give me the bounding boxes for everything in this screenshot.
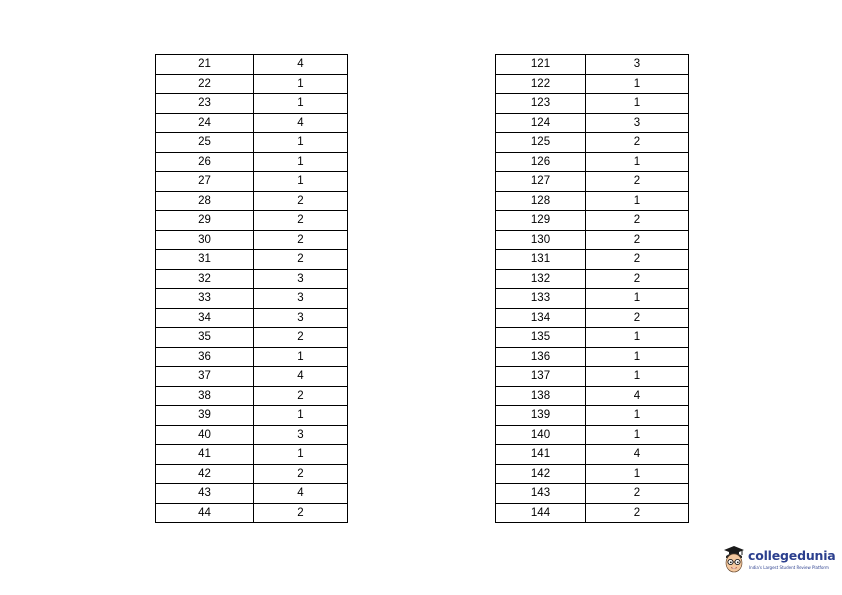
question-number-cell: 136: [496, 347, 586, 367]
question-number-cell: 22: [156, 74, 254, 94]
question-number-cell: 39: [156, 406, 254, 426]
answer-option-cell: 1: [254, 74, 348, 94]
question-number-cell: 26: [156, 152, 254, 172]
question-number-cell: 135: [496, 328, 586, 348]
answer-option-cell: 1: [586, 74, 689, 94]
table-row: [496, 445, 689, 465]
answer-option-cell: 1: [254, 347, 348, 367]
question-number-cell: 25: [156, 133, 254, 153]
question-number-cell: 40: [156, 425, 254, 445]
table-row: [156, 367, 348, 387]
question-number-cell: 128: [496, 191, 586, 211]
table-row: [496, 250, 689, 270]
question-number-cell: 123: [496, 94, 586, 114]
question-number-cell: 138: [496, 386, 586, 406]
question-number-cell: 131: [496, 250, 586, 270]
table-row: [156, 289, 348, 309]
question-number-cell: 34: [156, 308, 254, 328]
question-number-cell: 29: [156, 211, 254, 231]
question-number-cell: 124: [496, 113, 586, 133]
answer-option-cell: 1: [254, 406, 348, 426]
table-row: [156, 386, 348, 406]
question-number-cell: 27: [156, 172, 254, 192]
table-row: [496, 172, 689, 192]
table-row: [156, 328, 348, 348]
answer-option-cell: 2: [586, 269, 689, 289]
table-row: [496, 464, 689, 484]
answer-option-cell: 2: [254, 503, 348, 523]
table-row: [156, 503, 348, 523]
collegedunia-logo: [721, 543, 836, 577]
table-row: [496, 406, 689, 426]
table-row: [156, 113, 348, 133]
question-number-cell: 137: [496, 367, 586, 387]
table-row: [156, 230, 348, 250]
question-number-cell: 129: [496, 211, 586, 231]
table-row: [496, 269, 689, 289]
table-row: [496, 367, 689, 387]
question-number-cell: 140: [496, 425, 586, 445]
question-number-cell: 126: [496, 152, 586, 172]
question-number-cell: 133: [496, 289, 586, 309]
answer-option-cell: 3: [254, 308, 348, 328]
answer-option-cell: 1: [254, 94, 348, 114]
answer-option-cell: 4: [254, 367, 348, 387]
table-row: [496, 347, 689, 367]
table-row: [496, 289, 689, 309]
answer-option-cell: 1: [586, 347, 689, 367]
question-number-cell: 35: [156, 328, 254, 348]
question-number-cell: 141: [496, 445, 586, 465]
question-number-cell: 139: [496, 406, 586, 426]
table-row: [496, 503, 689, 523]
question-number-cell: 38: [156, 386, 254, 406]
question-number-cell: 31: [156, 250, 254, 270]
table-row: [156, 74, 348, 94]
answer-key-table-right: [495, 54, 689, 523]
answer-option-cell: 2: [586, 250, 689, 270]
answer-option-cell: 2: [586, 484, 689, 504]
table-row: [156, 250, 348, 270]
answer-option-cell: 3: [254, 425, 348, 445]
answer-option-cell: 1: [254, 133, 348, 153]
answer-option-cell: 1: [586, 328, 689, 348]
question-number-cell: 127: [496, 172, 586, 192]
question-number-cell: 121: [496, 55, 586, 75]
answer-option-cell: 2: [254, 250, 348, 270]
answer-option-cell: 4: [254, 484, 348, 504]
table-row: [156, 445, 348, 465]
table-row: [156, 172, 348, 192]
answer-key-table-right-body: [496, 55, 689, 523]
question-number-cell: 37: [156, 367, 254, 387]
question-number-cell: 30: [156, 230, 254, 250]
table-row: [496, 94, 689, 114]
answer-option-cell: 1: [586, 191, 689, 211]
answer-key-table-left: [155, 54, 348, 523]
table-row: [496, 386, 689, 406]
answer-option-cell: 1: [254, 445, 348, 465]
table-row: [496, 211, 689, 231]
question-number-cell: 23: [156, 94, 254, 114]
question-number-cell: 132: [496, 269, 586, 289]
table-row: [496, 425, 689, 445]
table-row: [496, 152, 689, 172]
table-row: [496, 74, 689, 94]
mascot-icon: [721, 543, 747, 575]
answer-option-cell: 2: [586, 172, 689, 192]
table-row: [156, 94, 348, 114]
question-number-cell: 41: [156, 445, 254, 465]
table-row: [496, 484, 689, 504]
answer-option-cell: 1: [586, 406, 689, 426]
table-row: [156, 406, 348, 426]
question-number-cell: 21: [156, 55, 254, 75]
answer-option-cell: 4: [586, 445, 689, 465]
answer-option-cell: 2: [254, 211, 348, 231]
answer-option-cell: 1: [254, 172, 348, 192]
answer-option-cell: 2: [586, 503, 689, 523]
answer-option-cell: 1: [586, 425, 689, 445]
answer-key-table-left-body: [156, 55, 348, 523]
question-number-cell: 24: [156, 113, 254, 133]
question-number-cell: 32: [156, 269, 254, 289]
question-number-cell: 142: [496, 464, 586, 484]
answer-option-cell: 3: [586, 55, 689, 75]
answer-option-cell: 2: [254, 191, 348, 211]
table-row: [156, 464, 348, 484]
table-row: [496, 230, 689, 250]
table-row: [496, 133, 689, 153]
table-row: [496, 113, 689, 133]
question-number-cell: 134: [496, 308, 586, 328]
question-number-cell: 125: [496, 133, 586, 153]
answer-option-cell: 4: [254, 55, 348, 75]
answer-option-cell: 4: [586, 386, 689, 406]
answer-option-cell: 2: [254, 328, 348, 348]
question-number-cell: 28: [156, 191, 254, 211]
table-row: [496, 55, 689, 75]
question-number-cell: 122: [496, 74, 586, 94]
table-row: [156, 347, 348, 367]
answer-option-cell: 2: [586, 211, 689, 231]
table-row: [156, 152, 348, 172]
question-number-cell: 43: [156, 484, 254, 504]
answer-option-cell: 1: [586, 94, 689, 114]
logo-tagline: India's Largest Student Review Platform: [749, 565, 829, 570]
answer-option-cell: 1: [254, 152, 348, 172]
table-row: [156, 191, 348, 211]
table-row: [156, 211, 348, 231]
answer-option-cell: 2: [254, 386, 348, 406]
table-row: [156, 308, 348, 328]
answer-option-cell: 2: [586, 133, 689, 153]
table-row: [496, 328, 689, 348]
answer-option-cell: 2: [254, 464, 348, 484]
answer-option-cell: 3: [586, 113, 689, 133]
question-number-cell: 144: [496, 503, 586, 523]
table-row: [496, 191, 689, 211]
question-number-cell: 42: [156, 464, 254, 484]
table-row: [156, 269, 348, 289]
answer-option-cell: 1: [586, 152, 689, 172]
table-row: [156, 425, 348, 445]
answer-option-cell: 3: [254, 269, 348, 289]
question-number-cell: 36: [156, 347, 254, 367]
answer-option-cell: 1: [586, 289, 689, 309]
answer-option-cell: 2: [254, 230, 348, 250]
question-number-cell: 44: [156, 503, 254, 523]
answer-option-cell: 1: [586, 367, 689, 387]
answer-option-cell: 4: [254, 113, 348, 133]
logo-wordmark: collegedunia: [748, 548, 836, 563]
answer-option-cell: 1: [586, 464, 689, 484]
question-number-cell: 130: [496, 230, 586, 250]
question-number-cell: 33: [156, 289, 254, 309]
table-row: [496, 308, 689, 328]
answer-option-cell: 2: [586, 308, 689, 328]
answer-option-cell: 3: [254, 289, 348, 309]
answer-option-cell: 2: [586, 230, 689, 250]
table-row: [156, 133, 348, 153]
table-row: [156, 55, 348, 75]
question-number-cell: 143: [496, 484, 586, 504]
table-row: [156, 484, 348, 504]
